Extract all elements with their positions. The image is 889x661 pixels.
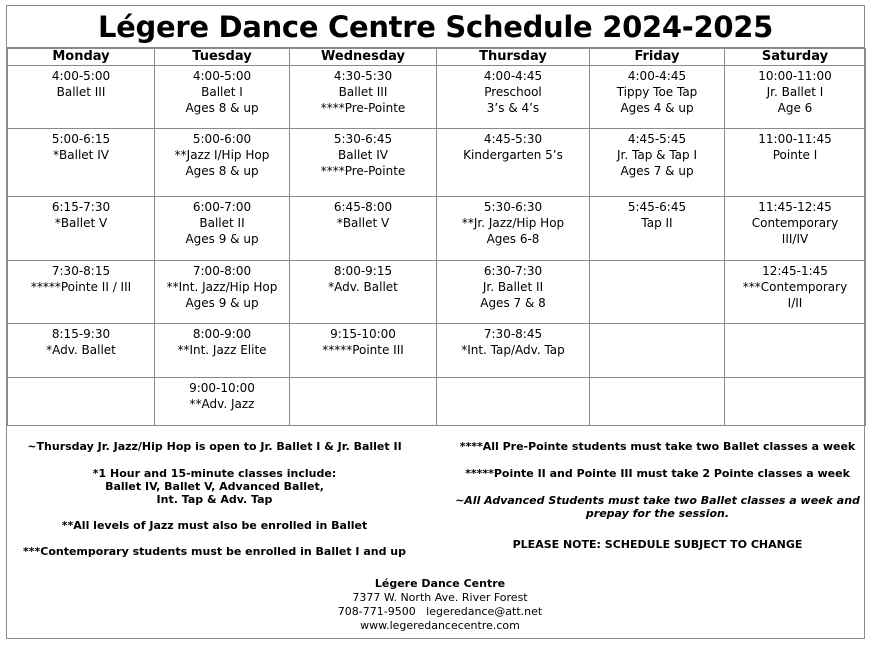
class-cell: 8:00-9:00 **Int. Jazz Elite xyxy=(155,324,290,378)
class-cell: 8:00-9:15 *Adv. Ballet xyxy=(290,261,437,324)
empty-cell xyxy=(590,261,725,324)
table-row xyxy=(8,197,866,261)
class-cell: 5:30-6:30 **Jr. Jazz/Hip Hop Ages 6-8 xyxy=(437,197,590,261)
table-row xyxy=(8,378,866,426)
footer-website: www.legeredancecentre.com xyxy=(360,619,520,632)
footer-contact: 708-771-9500 legeredance@att.net xyxy=(337,605,543,618)
empty-cell xyxy=(290,378,437,426)
class-cell: 7:30-8:45 *Int. Tap/Adv. Tap xyxy=(437,324,590,378)
class-cell: 9:15-10:00 *****Pointe III xyxy=(290,324,437,378)
table-row xyxy=(8,261,866,324)
class-cell: 7:00-8:00 **Int. Jazz/Hip Hop Ages 9 & up xyxy=(155,261,290,324)
day-header-thursday: Thursday xyxy=(437,49,590,66)
footer-name: Légere Dance Centre xyxy=(374,577,506,590)
class-cell: 4:00-4:45 Tippy Toe Tap Ages 4 & up xyxy=(590,66,725,129)
day-header-tuesday: Tuesday xyxy=(155,49,290,66)
day-header-friday: Friday xyxy=(590,49,725,66)
class-cell: 6:15-7:30 *Ballet V xyxy=(8,197,155,261)
note-contemporary: ***Contemporary students must be enrolled in Ballet I and up xyxy=(22,545,407,558)
class-cell: 9:00-10:00 **Adv. Jazz xyxy=(155,378,290,426)
header-row xyxy=(8,49,866,66)
class-cell: 6:00-7:00 Ballet II Ages 9 & up xyxy=(155,197,290,261)
class-cell: 6:30-7:30 Jr. Ballet II Ages 7 & 8 xyxy=(437,261,590,324)
day-header-monday: Monday xyxy=(8,49,155,66)
table-row xyxy=(8,324,866,378)
class-cell: 4:00-4:45 Preschool 3’s & 4’s xyxy=(437,66,590,129)
note-thursday-jazz: ~Thursday Jr. Jazz/Hip Hop is open to Jr. Ballet I & Jr. Ballet II xyxy=(27,440,402,453)
class-cell: 4:45-5:30 Kindergarten 5’s xyxy=(437,129,590,197)
class-cell: 11:00-11:45 Pointe I xyxy=(725,129,866,197)
note-pointe: *****Pointe II and Pointe III must take 2 Pointe classes a week xyxy=(465,467,850,480)
note-jazz-ballet: **All levels of Jazz must also be enrolled in Ballet xyxy=(61,519,368,532)
class-cell: 4:00-5:00 Ballet I Ages 8 & up xyxy=(155,66,290,129)
empty-cell xyxy=(725,324,866,378)
class-cell: 11:45-12:45 Contemporary III/IV xyxy=(725,197,866,261)
schedule-table xyxy=(7,48,866,426)
notes-left xyxy=(8,440,421,558)
empty-cell xyxy=(437,378,590,426)
note-advanced-2: prepay for the session. xyxy=(585,507,730,520)
note-schedule-change: PLEASE NOTE: SCHEDULE SUBJECT TO CHANGE xyxy=(512,538,803,551)
class-cell: 8:15-9:30 *Adv. Ballet xyxy=(8,324,155,378)
class-cell: 7:30-8:15 *****Pointe II / III xyxy=(8,261,155,324)
day-header-saturday: Saturday xyxy=(725,49,866,66)
class-cell: 4:00-5:00 Ballet III xyxy=(8,66,155,129)
notes-right xyxy=(452,440,863,551)
class-cell: 6:45-8:00 *Ballet V xyxy=(290,197,437,261)
class-cell: 5:00-6:15 *Ballet IV xyxy=(8,129,155,197)
footer xyxy=(300,577,580,633)
footer-address: 7377 W. North Ave. River Forest xyxy=(352,591,528,604)
table-row xyxy=(8,66,866,129)
empty-cell xyxy=(590,378,725,426)
page-title: Légere Dance Centre Schedule 2024-2025 xyxy=(7,6,864,48)
day-header-wednesday: Wednesday xyxy=(290,49,437,66)
class-cell: 4:45-5:45 Jr. Tap & Tap I Ages 7 & up xyxy=(590,129,725,197)
note-75-minute-classes-2: Int. Tap & Adv. Tap xyxy=(156,493,273,506)
class-cell: 5:00-6:00 **Jazz I/Hip Hop Ages 8 & up xyxy=(155,129,290,197)
note-pre-pointe: ****All Pre-Pointe students must take two Ballet classes a week xyxy=(459,440,856,453)
class-cell: 5:45-6:45 Tap II xyxy=(590,197,725,261)
empty-cell xyxy=(8,378,155,426)
empty-cell xyxy=(725,378,866,426)
note-advanced: ~All Advanced Students must take two Ballet classes a week and xyxy=(455,494,860,507)
table-row xyxy=(8,129,866,197)
class-cell: 12:45-1:45 ***Contemporary I/II xyxy=(725,261,866,324)
note-75-minute-header: *1 Hour and 15-minute classes include: xyxy=(92,467,337,480)
class-cell: 4:30-5:30 Ballet III ****Pre-Pointe xyxy=(290,66,437,129)
empty-cell xyxy=(590,324,725,378)
class-cell: 10:00-11:00 Jr. Ballet I Age 6 xyxy=(725,66,866,129)
note-75-minute-classes: Ballet IV, Ballet V, Advanced Ballet, xyxy=(105,480,324,493)
class-cell: 5:30-6:45 Ballet IV ****Pre-Pointe xyxy=(290,129,437,197)
